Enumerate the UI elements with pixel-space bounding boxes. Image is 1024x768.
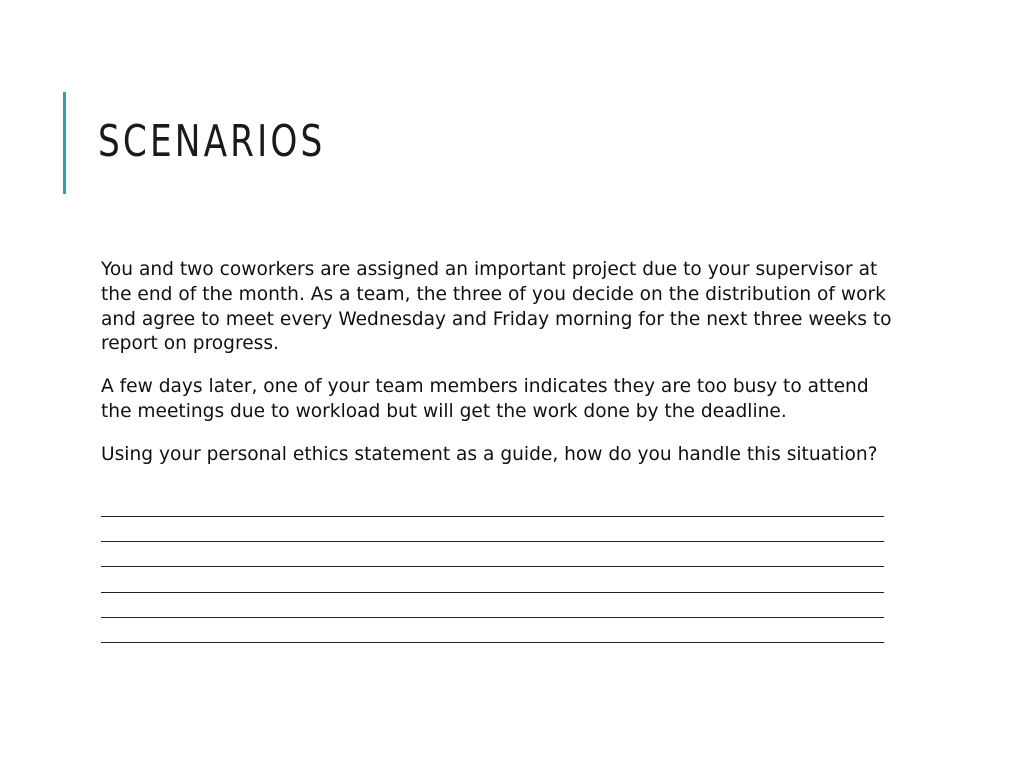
- slide-title: SCENARIOS: [98, 116, 326, 167]
- answer-line[interactable]: [101, 593, 884, 618]
- question-paragraph: Using your personal ethics statement as a guide, how do you handle this situation?: [101, 443, 878, 465]
- answer-line[interactable]: [101, 618, 884, 643]
- scenario-paragraph: You and two coworkers are assigned an important project due to your supervisor at the end of the month. As a team, the three of you decide on the distribution of work and agree to meet every Wednesday and Friday morning for the next three weeks to report on progress.: [101, 259, 892, 355]
- scenario-paragraph: A few days later, one of your team members indicates they are too busy to attend the meetings due to workload but will get the work done by the deadline.: [101, 376, 869, 422]
- slide-body: [101, 258, 901, 643]
- answer-line[interactable]: [101, 567, 884, 592]
- answer-line[interactable]: [101, 492, 884, 517]
- title-accent-bar: [63, 92, 66, 194]
- answer-lines: [101, 492, 884, 644]
- answer-line[interactable]: [101, 542, 884, 567]
- answer-line[interactable]: [101, 517, 884, 542]
